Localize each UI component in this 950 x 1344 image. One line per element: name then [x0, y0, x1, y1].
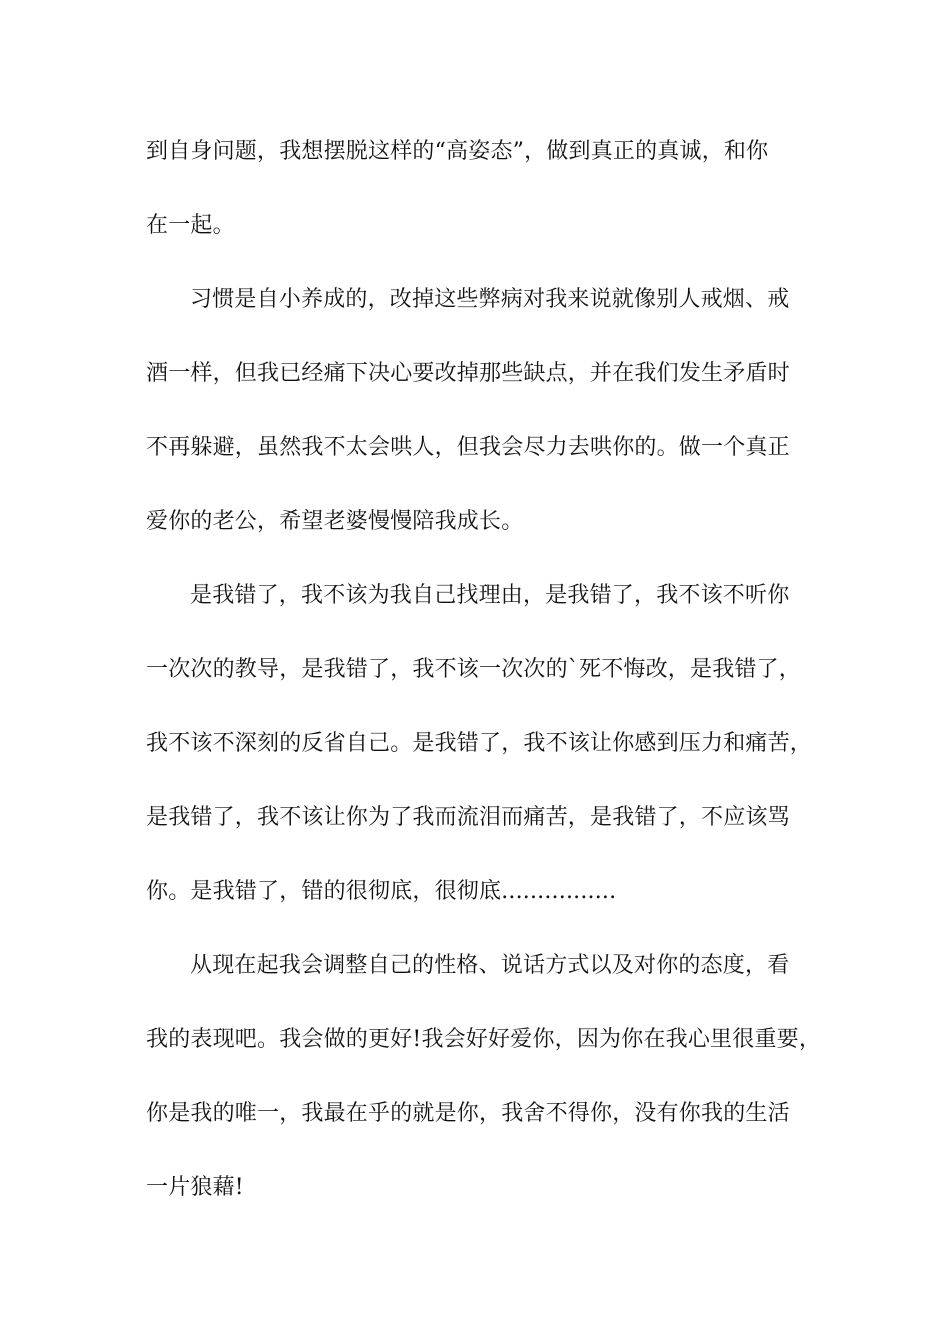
text-line: 爱你的老公，希望老婆慢慢陪我成长。	[146, 509, 524, 534]
text-line: 到自身问题，我想摆脱这样的“高姿态”，做到真正的真诚，和你	[146, 139, 769, 164]
text-line: 一片狼藉!	[146, 1175, 244, 1200]
text-line: 一次次的教导，是我错了，我不该一次次的`死不悔改，是我错了，	[146, 657, 802, 682]
text-line: 你是我的唯一，我最在乎的就是你，我舍不得你，没有你我的生活	[146, 1101, 790, 1126]
paragraph-start-line: 是我错了，我不该为我自己找理由，是我错了，我不该不听你	[190, 583, 790, 608]
paragraph-start-line: 从现在起我会调整自己的性格、说话方式以及对你的态度，看	[190, 953, 790, 978]
text-line: 是我错了，我不该让你为了我而流泪而痛苦，是我错了，不应该骂	[146, 805, 790, 830]
paragraph-start-line: 习惯是自小养成的，改掉这些弊病对我来说就像别人戒烟、戒	[190, 287, 790, 312]
text-line: 酒一样，但我已经痛下决心要改掉那些缺点，并在我们发生矛盾时	[146, 361, 790, 386]
text-line: 我不该不深刻的反省自己。是我错了，我不该让你感到压力和痛苦，	[146, 731, 813, 756]
document-body	[146, 133, 826, 1243]
text-line: 在一起。	[146, 213, 235, 238]
text-line: 你。是我错了，错的很彻底，很彻底................	[146, 879, 617, 904]
text-line: 不再躲避，虽然我不太会哄人，但我会尽力去哄你的。做一个真正	[146, 435, 790, 460]
text-line: 我的表现吧。我会做的更好!我会好好爱你，因为你在我心里很重要，	[146, 1027, 822, 1052]
